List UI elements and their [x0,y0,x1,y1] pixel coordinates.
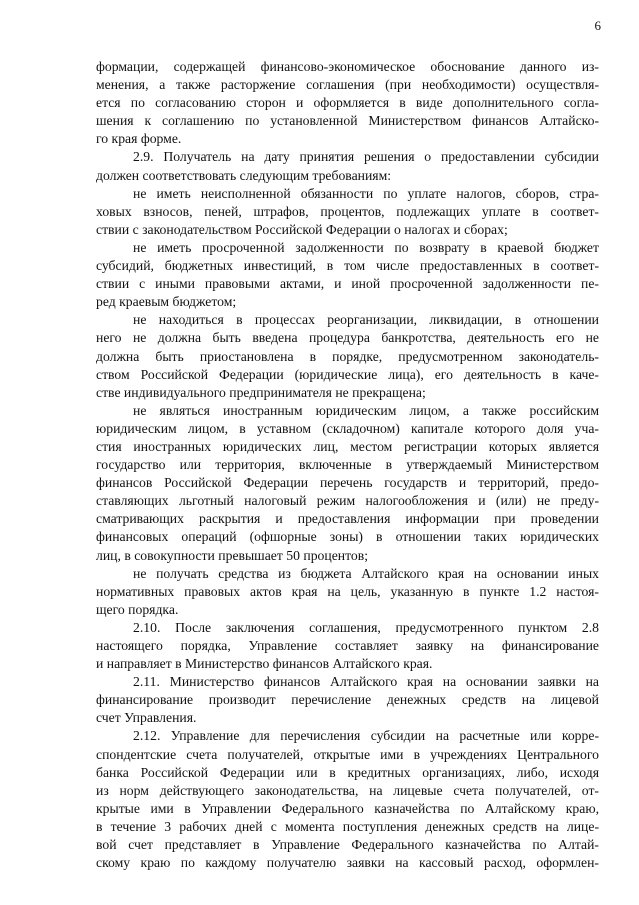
text-line: щего порядка. [96,601,179,617]
text-line: не иметь неисполненной обязанности по уплате налогов, сборов, стра- [133,185,599,201]
text-line: ховых взносов, пеней, штрафов, процентов, подлежащих уплате в соответ- [96,203,599,219]
text-line: 2.11. Министерство финансов Алтайского края на основании заявки на [133,674,599,690]
text-line: финансов Российской Федерации перечень государств и территорий, предо- [96,475,599,491]
text-line: стия иностранных юридических лиц, местом регистрации которых является [96,438,599,454]
text-line: не получать средства из бюджета Алтайского края на основании иных [133,565,599,581]
text-line: 2.9. Получатель на дату принятия решения о предоставлении субсидии [133,149,599,165]
text-line: счет Управления. [96,710,197,726]
text-line: скому краю по каждому получателю заявки на кассовый расход, оформлен- [96,855,599,871]
text-line: крытые ими в Управлении Федерального казначейства по Алтайскому краю, [96,800,599,816]
text-line: спондентские счета получателей, открытые ими в учреждениях Центрального [96,746,599,762]
text-line: ставляющих льготный налоговый режим налогообложения и (или) не преду- [96,493,599,509]
document-body [96,58,599,872]
text-line: ствии с законодательством Российской Федерации о налогах и сборах; [96,221,508,237]
text-line: финансирование производит перечисление денежных средств на лицевой [96,692,599,708]
text-line: государство или территория, включенные в утверждаемый Министерством [96,457,599,473]
text-line: из норм действующего законодательства, на лицевые счета получателей, от- [96,782,599,798]
text-line: формации, содержащей финансово-экономическое обоснование данного из- [96,59,599,74]
text-line: вой счет представляет в Управление Федерального казначейства по Алтай- [96,837,599,853]
page-number: 6 [594,18,601,33]
text-line: ред краевым бюджетом; [96,294,237,310]
text-line: 2.12. Управление для перечисления субсидии на расчетные или корре- [133,728,599,744]
text-line: не являться иностранным юридическим лицом, а также российским [133,402,599,418]
text-line: не иметь просроченной задолженности по возврату в краевой бюджет [133,239,599,255]
text-line: и направляет в Министерство финансов Алтайского края. [96,656,433,672]
text-line: го края форме. [96,131,182,147]
text-line: 2.10. После заключения соглашения, предусмотренного пунктом 2.8 [133,619,599,635]
text-line: лиц, в совокупности превышает 50 процентов; [96,547,369,563]
text-line: банка Российской Федерации или в кредитных организациях, либо, исходя [96,764,599,780]
text-line: должна быть приостановлена в порядке, предусмотренном законодатель- [96,348,599,364]
text-line: субсидий, бюджетных инвестиций, в том числе предоставленных в соответ- [96,258,599,274]
text-line: нормативных правовых актов края на цель, указанную в пункте 1.2 настоя- [96,583,599,599]
text-line: финансовых операций (офшорные зоны) в отношении таких юридических [96,529,599,545]
text-line: настоящего порядка, Управление составляет заявку на финансирование [96,638,599,653]
text-line: не находиться в процессах реорганизации, ликвидации, в отношении [133,312,599,328]
text-line: сматривающих раскрытия и предоставления информации при проведении [96,511,599,527]
text-line: юридическим лицом, в уставном (складочном) капитале которого доля уча- [96,420,599,436]
text-line: менения, а также расторжение соглашения (при необходимости) осуществля- [96,77,599,93]
text-line: шения к соглашению по установленной Министерством финансов Алтайско- [96,113,599,129]
text-line: стве индивидуального предпринимателя не прекращена; [96,384,426,400]
text-line: в течение 3 рабочих дней с момента поступления денежных средств на лице- [96,818,599,834]
text-line: него не должна быть введена процедура банкротства, деятельность его не [96,330,599,346]
text-line: ствии с иными правовыми актами, и иной просроченной задолженности пе- [96,276,599,292]
text-line: ством Российской Федерации (юридические лица), его деятельность в каче- [96,366,599,382]
text-line: должен соответствовать следующим требованиям: [96,167,392,183]
text-line: ется по согласованию сторон и оформляется в виде дополнительного согла- [96,95,599,111]
